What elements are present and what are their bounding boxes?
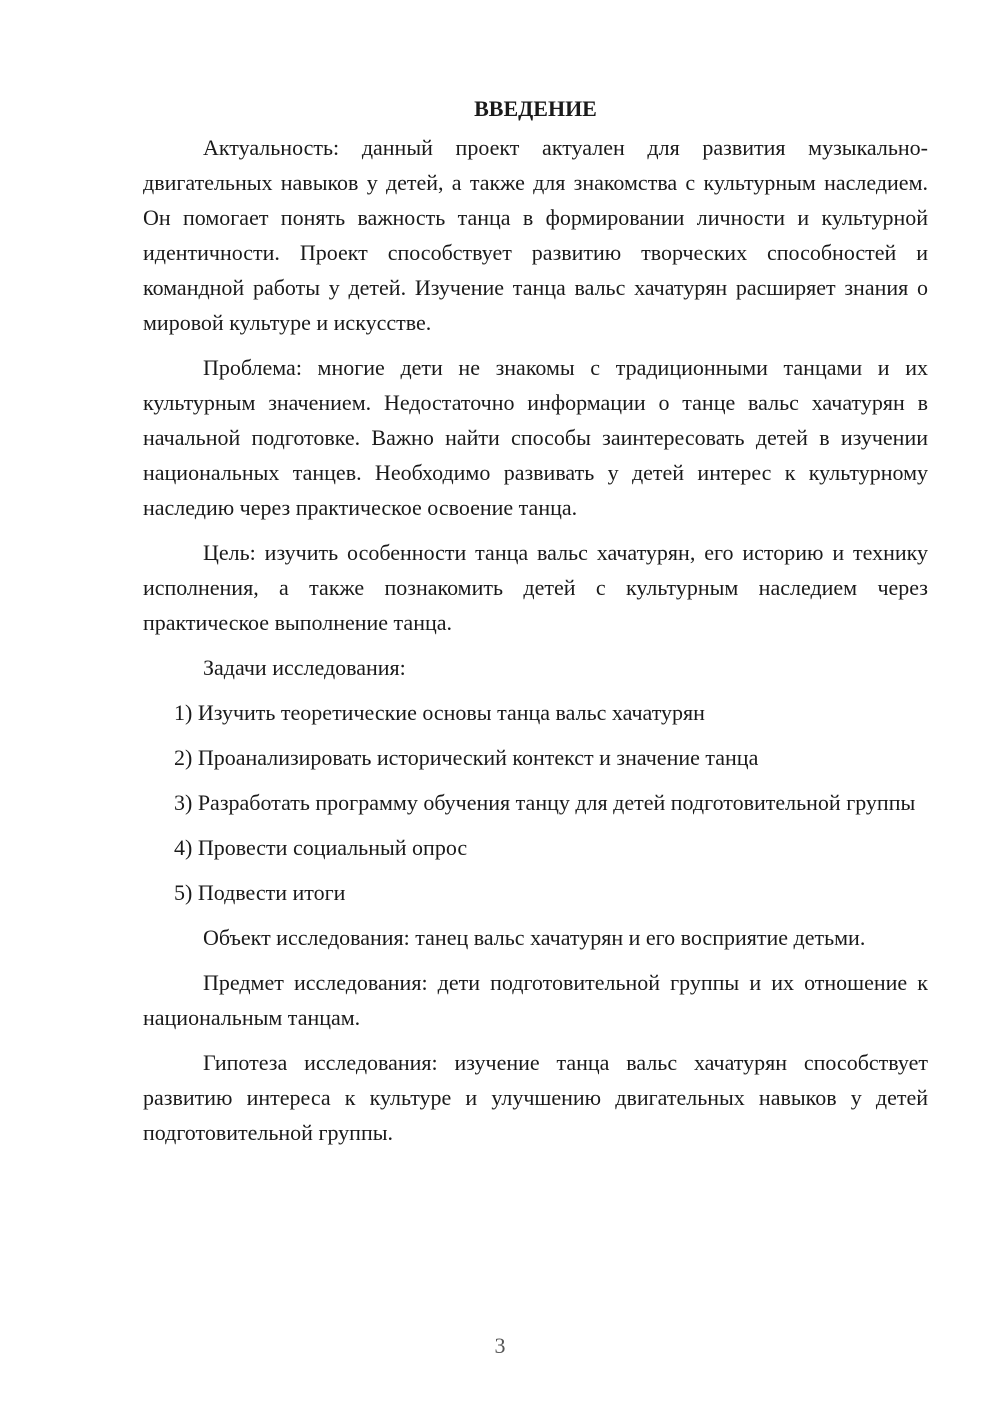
paragraph-tasks-heading: Задачи исследования: (203, 655, 406, 680)
paragraph-relevance: Актуальность: данный проект актуален для развития музыкально-двигательных навыков у детей, а также для знакомства с культурным наследием. Он помогает понять важность танца в формировании личности и культурной идентичности. Проект способствует развитию творческих способностей и командной работы у детей. Изучение танца вальс хачатурян расширяет знания о мировой культуре и искусстве. (143, 135, 928, 335)
task-item-3: 3) Разработать программу обучения танцу для детей подготовительной группы (174, 790, 916, 815)
paragraph-object: Объект исследования: танец вальс хачатурян и его восприятие детьми. (203, 925, 866, 950)
page-number: 3 (494, 1333, 506, 1358)
paragraph-subject: Предмет исследования: дети подготовительной группы и их отношение к национальным танцам. (143, 970, 928, 1030)
paragraph-goal: Цель: изучить особенности танца вальс хачатурян, его историю и технику исполнения, а также познакомить детей с культурным наследием через практическое выполнение танца. (143, 540, 928, 635)
document-page (143, 90, 928, 1150)
task-item-5: 5) Подвести итоги (174, 880, 346, 905)
task-item-1: 1) Изучить теоретические основы танца вальс хачатурян (174, 700, 705, 725)
paragraph-hypothesis: Гипотеза исследования: изучение танца вальс хачатурян способствует развитию интереса к культуре и улучшению двигательных навыков у детей подготовительной группы. (143, 1050, 928, 1145)
task-item-4: 4) Провести социальный опрос (174, 835, 468, 860)
task-item-2: 2) Проанализировать исторический контекст и значение танца (174, 745, 759, 770)
page-title: ВВЕДЕНИЕ (474, 96, 597, 121)
paragraph-problem: Проблема: многие дети не знакомы с традиционными танцами и их культурным значением. Недостаточно информации о танце вальс хачатурян в начальной подготовке. Важно найти способы заинтересовать детей в изучении национальных танцев. Необходимо развивать у детей интерес к культурному наследию через практическое освоение танца. (143, 355, 928, 520)
